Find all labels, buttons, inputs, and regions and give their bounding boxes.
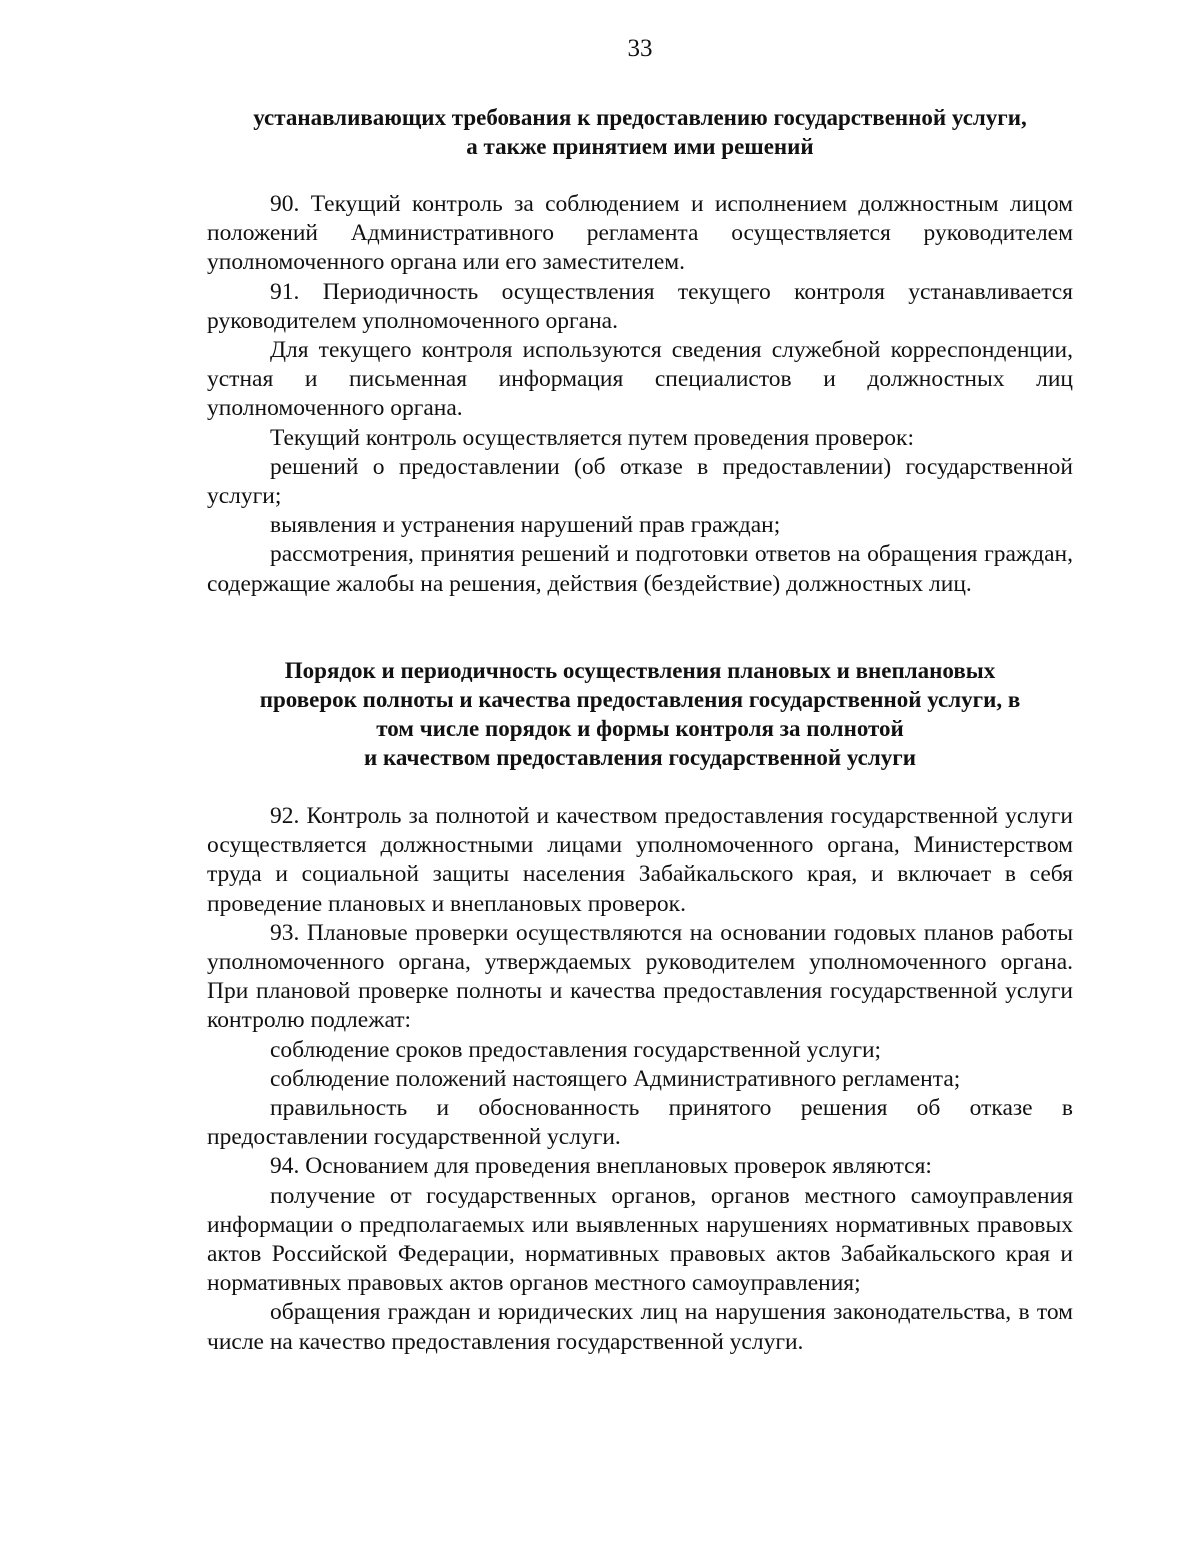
- section-2-body: [207, 802, 1073, 1357]
- paragraph-control-refusal: правильность и обоснованность принятого решения об отказе в предоставлении государственной услуги.: [207, 1095, 1073, 1151]
- paragraph-check-decisions: решений о предоставлении (об отказе в предоставлении) государственной услуги;: [207, 453, 1073, 510]
- heading-2-line-3: том числе порядок и формы контроля за полнотой: [376, 716, 904, 741]
- heading-2-line-4: и качеством предоставления государственной услуги: [364, 745, 916, 770]
- heading-2-line-2: проверок полноты и качества предоставления государственной услуги, в: [259, 687, 1021, 712]
- paragraph-grounds-information: получение от государственных органов, органов местного самоуправления информации о предполагаемых или выявленных нарушениях нормативных правовых актов Российской Федерации, нормативных правовых актов Забайкальского края и нормативных правовых актов органов местного самоуправления;: [207, 1182, 1073, 1297]
- heading-1-line-2: а также принятием ими решений: [466, 134, 814, 159]
- paragraph-93: 93. Плановые проверки осуществляются на основании годовых планов работы уполномоченного органа, утверждаемых руководителем уполномоченного органа. При плановой проверке полноты и качества предоставления государственной услуги контролю подлежат:: [207, 919, 1073, 1034]
- paragraph-check-violations: выявления и устранения нарушений прав граждан;: [270, 512, 781, 539]
- paragraph-control-sources: Для текущего контроля используются сведения служебной корреспонденции, устная и письменная информация специалистов и должностных лиц уполномоченного органа.: [207, 337, 1073, 422]
- page-number: 33: [627, 35, 653, 62]
- heading-1-line-1: устанавливающих требования к предоставлению государственной услуги,: [253, 105, 1027, 130]
- heading-2-line-1: Порядок и периодичность осуществления плановых и внеплановых: [284, 658, 996, 683]
- section-heading-1: [207, 103, 1073, 161]
- paragraph-92: 92. Контроль за полнотой и качеством предоставления государственной услуги осуществляется должностными лицами уполномоченного органа, Министерством труда и социальной защиты населения Забайкальского края, и включает в себя проведение плановых и внеплановых проверок.: [207, 803, 1073, 917]
- paragraph-grounds-appeals: обращения граждан и юридических лиц на нарушения законодательства, в том числе на качество предоставления государственной услуги.: [207, 1299, 1073, 1355]
- section-heading-2: [207, 656, 1073, 772]
- paragraph-90: 90. Текущий контроль за соблюдением и исполнением должностным лицом положений Административного регламента осуществляется руководителем уполномоченного органа или его заместителем.: [207, 191, 1073, 276]
- section-1-body: [207, 190, 1073, 599]
- paragraph-checks-intro: Текущий контроль осуществляется путем проведения проверок:: [270, 424, 914, 451]
- paragraph-control-regulations: соблюдение положений настоящего Административного регламента;: [270, 1065, 961, 1092]
- paragraph-check-appeals: рассмотрения, принятия решений и подготовки ответов на обращения граждан, содержащие жалобы на решения, действия (бездействие) должностных лиц.: [207, 541, 1073, 597]
- paragraph-91: 91. Периодичность осуществления текущего контроля устанавливается руководителем уполномоченного органа.: [207, 278, 1073, 334]
- paragraph-94: 94. Основанием для проведения внеплановых проверок являются:: [270, 1153, 932, 1180]
- paragraph-control-deadlines: соблюдение сроков предоставления государственной услуги;: [270, 1036, 882, 1063]
